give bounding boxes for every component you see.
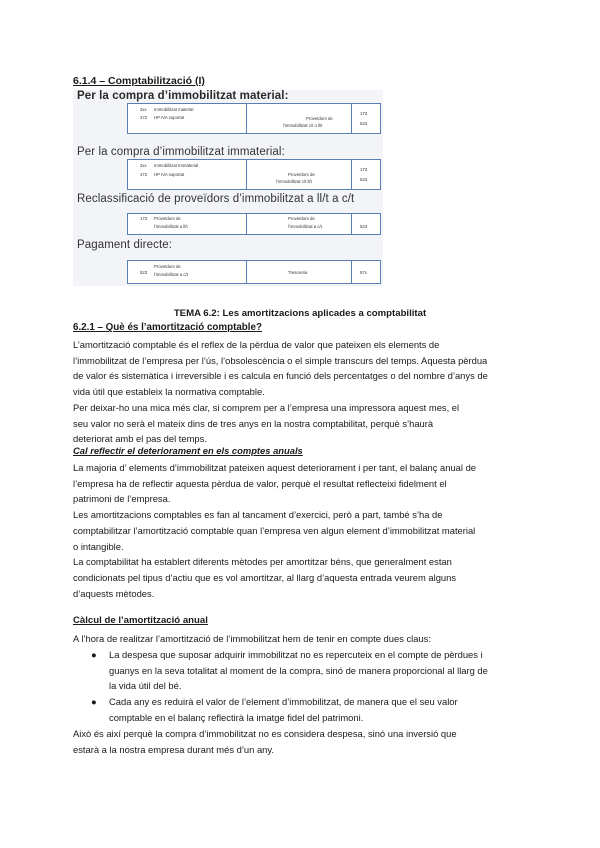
- bullet-icon: ●: [91, 696, 97, 708]
- subheading-deterioration: Cal reflectir el deteriorament en els comptes anuals: [73, 445, 303, 456]
- ledger-entry-immaterial: 2xx Immobilitzat Immaterial 472 HP IVA suportat Proveïdors de l’immobilitzat c/t ll/t 173 523: [127, 159, 381, 190]
- ledger-entry-material: 2xx Immobilitzat material 472 HP IVA suportat Proveïdors de l’immobilitzat c/t o ll/t 173 523: [127, 103, 381, 134]
- bullet-icon: ●: [91, 649, 97, 660]
- paragraph-deterioration: La majoria d’ elements d’immobilitzat pateixen aquest deteriorament i per tant, el balanç anual de l’empresa ha de reflectir aquesta pèrdua de valor, perquè el resultat reflecteixi fidelment el patrimoni de l’empresa. Les amortitzacions comptables es fan al tancament d’exercici, però a part, també s’ha de comptabilitzar l’amortització comptable quan l’empresa ven algun element d’immobilitzat material o intangible. La comptabilitat ha establert diferents mètodes per amortitzar béns, que generalment estan condicionats pel tipus d’actiu que es vol amortitzar, al llarg d’aquesta entrada veurem alguns d’aquests mètodes.: [73, 462, 477, 599]
- subheading-annual-calculation: Càlcul de l’amortització anual: [73, 615, 208, 626]
- section-heading-6-1-4: 6.1.4 – Comptabilització (I): [73, 75, 205, 87]
- figure-title-reclassification: Reclassificació de proveïdors d’immobilitzat a ll/t a c/t: [77, 193, 355, 205]
- list-item: ● Cada any es reduirà el valor de l’element d’immobilitzat, de manera que el seu valor comptable en el balanç reflectirà la imatge fidel del patrimoni.: [91, 696, 458, 723]
- paragraph-closing: Això és així perquè la compra d’immobilitzat no es considera despesa, sinó una inversió que estarà a la nostra empresa durant més d’un any.: [73, 728, 457, 755]
- tema-title: TEMA 6.2: Les amortitzacions aplicades a comptabilitat: [173, 308, 427, 319]
- figure-title-direct-payment: Pagament directe:: [77, 239, 173, 251]
- section-heading-6-2-1: 6.2.1 – Què és l’amortització comptable?: [73, 322, 262, 333]
- ledger-entry-direct-payment: Proveïdors de 523 l’immobilitzat a c/t Tresoreria 57x: [127, 260, 381, 284]
- accounting-entries-figure: [73, 90, 383, 286]
- paragraph-intro-keys: A l’hora de realitzar l’amortització de l’immobilitzat hem de tenir en compte dues claus:: [73, 633, 431, 644]
- figure-title-material: Per la compra d’immobilitzat material:: [77, 90, 289, 102]
- paragraph-definition: L’amortització comptable és el reflex de la pèrdua de valor que pateixen els elements de l’immobilitzat de l’empresa per l’ús, l’obsolescència o el simple transcurs del temps. Aquesta pèrdua de valor és sistemàtica i irreversible i es calcula en funció dels percentatges o del nombre d’anys de vida útil que estableix la normativa comptable. Per deixar-ho una mica més clar, si comprem per a l’empresa una impressora aquest mes, el seu valor no serà el mateix dins de tres anys en la nostra comptabilitat, perquè s’haurà deteriorat amb el pas del temps.: [73, 339, 488, 445]
- list-item: ● La despesa que suposar adquirir immobilitzat no es repercuteix en el compte de pèrdues i guanys en la seva totalitat al moment de la compra, sinó de manera proporcional al llarg de la vida útil del bé.: [91, 649, 488, 692]
- figure-title-immaterial: Per la compra d’immobilitzat immaterial:: [77, 146, 285, 158]
- ledger-entry-reclassification: 173 Proveïdors de l’immobilitzat a ll/t Proveïdors de l’immobilitzat a c/t 523: [127, 213, 381, 235]
